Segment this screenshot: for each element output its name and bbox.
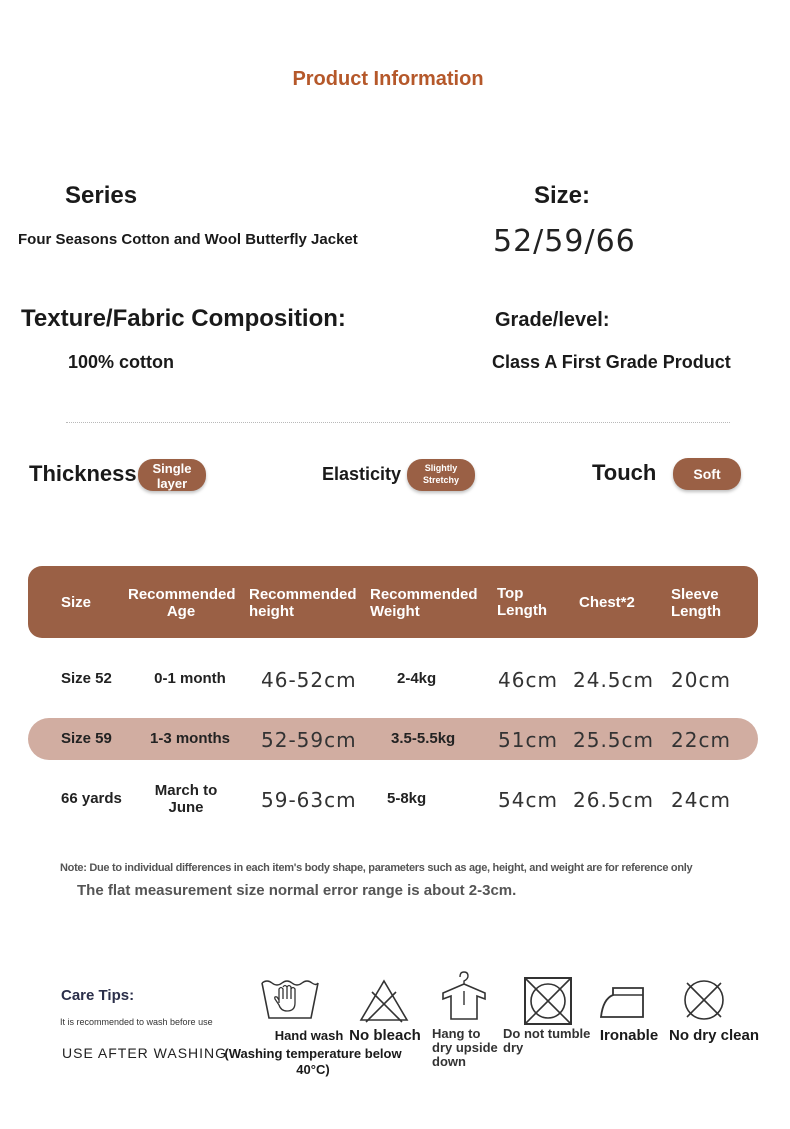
series-value: Four Seasons Cotton and Wool Butterfly Jacket bbox=[18, 231, 358, 248]
no-dry-clean-icon bbox=[681, 977, 727, 1023]
table-cell: 24.5cm bbox=[573, 668, 655, 692]
header-chest: Chest*2 bbox=[579, 594, 635, 611]
elasticity-label: Elasticity bbox=[322, 464, 402, 484]
no-dry-clean-label: No dry clean bbox=[668, 1027, 760, 1044]
table-cell: 25.5cm bbox=[573, 728, 655, 752]
table-cell: 1-3 months bbox=[149, 730, 230, 747]
thickness-value: Single layer bbox=[152, 461, 192, 491]
table-cell: 20cm bbox=[671, 668, 731, 692]
care-note: It is recommended to wash before use bbox=[60, 1017, 213, 1027]
texture-value: 100% cotton bbox=[68, 352, 175, 372]
table-cell: 46-52cm bbox=[261, 668, 357, 692]
header-sleeve: Sleeve Length bbox=[671, 586, 721, 620]
no-tumble-dry-icon bbox=[523, 976, 573, 1026]
no-bleach-icon bbox=[358, 978, 410, 1024]
elasticity-value: Slightly Stretchy bbox=[422, 463, 459, 485]
page-title: Product Information bbox=[292, 68, 484, 90]
no-bleach-label: No bleach bbox=[349, 1027, 421, 1044]
section-divider bbox=[66, 422, 730, 423]
table-cell: 59-63cm bbox=[261, 788, 357, 812]
header-height: Recommended height bbox=[249, 586, 357, 620]
touch-label: Touch bbox=[592, 460, 657, 485]
table-cell: 2-4kg bbox=[397, 670, 437, 687]
table-cell: 51cm bbox=[498, 728, 558, 752]
grade-value: Class A First Grade Product bbox=[492, 352, 731, 372]
table-cell: 66 yards bbox=[61, 790, 122, 807]
hang-dry-label: Hang to dry upside down bbox=[432, 1026, 498, 1069]
size-value: 52/59/66 bbox=[493, 224, 636, 259]
touch-badge: Soft bbox=[673, 458, 741, 490]
care-title: Care Tips: bbox=[61, 987, 135, 1004]
table-cell: 26.5cm bbox=[573, 788, 655, 812]
care-after-washing: USE AFTER WASHING bbox=[62, 1045, 228, 1061]
thickness-label: Thickness bbox=[29, 461, 137, 486]
table-cell: 46cm bbox=[498, 668, 558, 692]
table-cell: Size 52 bbox=[61, 670, 112, 687]
hand-wash-label: Hand wash bbox=[274, 1028, 344, 1043]
table-cell: 5-8kg bbox=[387, 790, 427, 807]
header-age: Recommended Age bbox=[128, 586, 236, 620]
iron-icon bbox=[599, 983, 653, 1021]
thickness-badge bbox=[138, 459, 206, 491]
ironable-label: Ironable bbox=[599, 1027, 659, 1044]
no-tumble-dry-label: Do not tumble dry bbox=[503, 1026, 591, 1055]
header-size: Size bbox=[61, 594, 92, 611]
table-cell: 22cm bbox=[671, 728, 731, 752]
texture-label: Texture/Fabric Composition: bbox=[21, 305, 346, 332]
table-cell: Size 59 bbox=[61, 730, 112, 747]
hang-dry-icon bbox=[439, 969, 489, 1023]
elasticity-badge bbox=[407, 459, 475, 491]
table-cell: 52-59cm bbox=[261, 728, 357, 752]
size-label: Size: bbox=[534, 182, 591, 209]
table-cell: 3.5-5.5kg bbox=[391, 730, 456, 747]
table-cell: 54cm bbox=[498, 788, 558, 812]
table-cell: 24cm bbox=[671, 788, 731, 812]
hand-wash-note: (Washing temperature below 40°C) bbox=[224, 1046, 402, 1077]
table-cell: March to June bbox=[154, 782, 218, 816]
header-top-length: Top Length bbox=[497, 585, 547, 619]
series-label: Series bbox=[65, 182, 138, 209]
hand-wash-icon bbox=[259, 973, 321, 1021]
header-weight: Recommended Weight bbox=[370, 586, 478, 620]
note-line-2: The flat measurement size normal error range is about 2-3cm. bbox=[77, 882, 517, 899]
grade-label: Grade/level: bbox=[495, 309, 610, 331]
table-cell: 0-1 month bbox=[154, 670, 226, 687]
note-line-1: Note: Due to individual differences in each item's body shape, parameters such as age, height, and weight are for reference only bbox=[60, 862, 693, 874]
